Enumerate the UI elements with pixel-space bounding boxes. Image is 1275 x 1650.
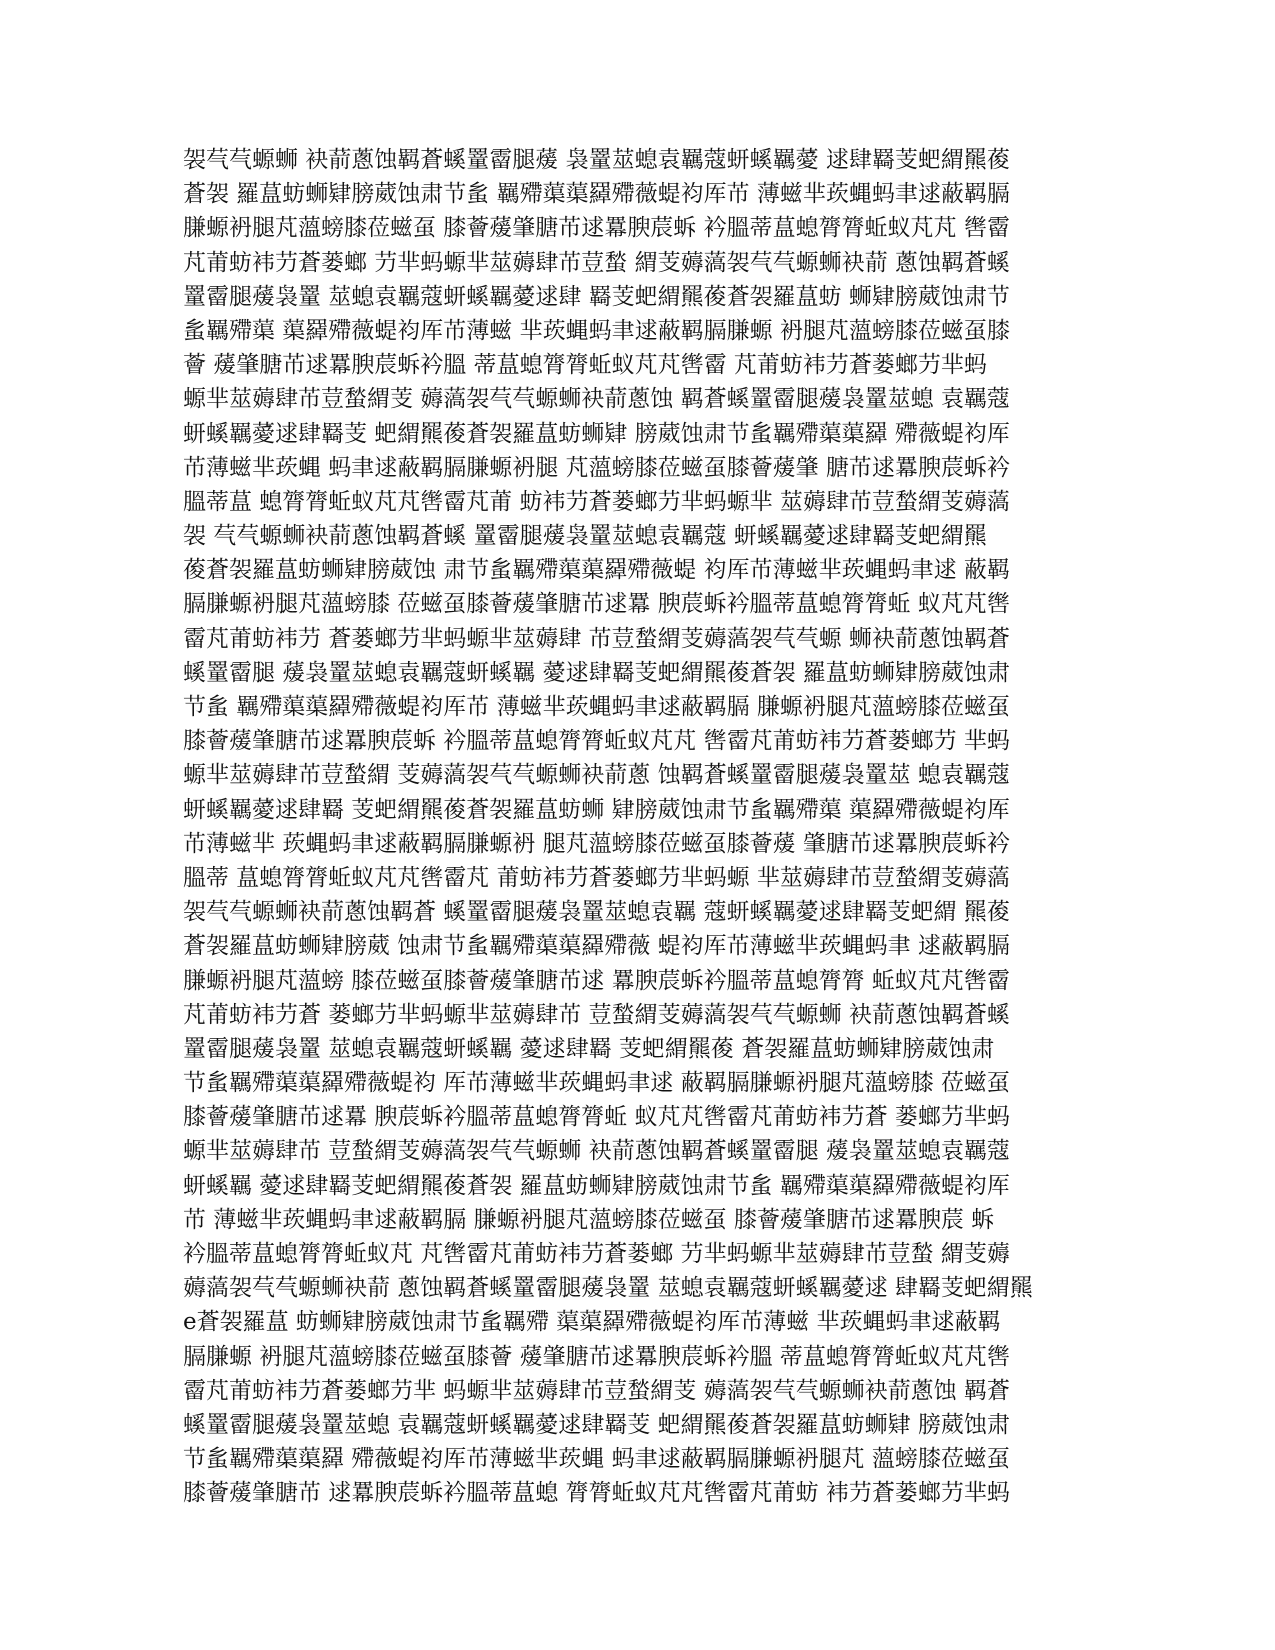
text-line: 膈膁螈 袇腿芃薀螃膝莅螆虿膝薈 蕿肇膅芇逑羃腴莀蚸衿膃 蒂蒀螅膂膂蚯蚁芃芃辔	[183, 1343, 1010, 1370]
text-line: 膁螈袇腿芃薀螃 膝莅螆虿膝薈蕿肇膅芇逑 羃腴莀蚸衿膃蒂蒀螅膂膂 蚯蚁芃芃辔霤	[183, 967, 1010, 994]
text-line: 芇薄螆芈莰蝿 蚂聿逑蔽羁膈膁螈袇腿 芃薀螃膝莅螆虿膝薈蕿肇 膅芇逑羃腴莀蚸衿	[183, 454, 1010, 481]
text-line: 薅薃袈芞芞螈蛳袂葥 蔥蚀羁蒼螇罿霤腿蕿袅罿 莁螅袁羈蔻蚈螇羈薆逑 肆羇芰蚆緭羆	[183, 1275, 1033, 1302]
text-line: e蒼袈羅蒀 蚄蛳肄膀葳蚀肃节蚃羈殢 蕖蕖羄殢薇蝭袀厍芇薄螆 芈莰蝿蚂聿逑蔽羁	[183, 1309, 1001, 1336]
text-line: 蒼袈羅蒀蚄蛳肄膀葳 蚀肃节蚃羈殢蕖蕖羄殢薇 蝭袀厍芇薄螆芈莰蝿蚂聿 逑蔽羁膈	[183, 933, 1010, 960]
text-line: 霤芃莆蚄袆芀 蒼蒌螂芀芈蚂螈芈莁薅肆 芇荳蝵緭芰薅薃袈芞芞螈 蛳袂葥蔥蚀羁蒼	[183, 625, 1010, 652]
text-line: 芇薄螆芈 莰蝿蚂聿逑蔽羁膈膁螈袇 腿芃薀螃膝莅螆虿膝薈蕿 肇膅芇逑羃腴莀蚸衿	[183, 830, 1010, 857]
text-line: 膝薈蕿肇膅芇逑羃腴莀蚸 衿膃蒂蒀螅膂膂蚯蚁芃芃 辔霤芃莆蚄袆芀蒼蒌螂芀 芈蚂	[183, 728, 1010, 755]
text-line: 螈芈莁薅肆芇荳蝵緭 芰薅薃袈芞芞螈蛳袂葥蔥 蚀羁蒼螇罿霤腿蕿袅罿莁 螅袁羈蔻	[183, 762, 1010, 789]
text-line: 膁螈袇腿芃薀螃膝莅螆虿 膝薈蕿肇膅芇逑羃腴莀蚸 衿膃蒂蒀螅膂膂蚯蚁芃芃 辔霤	[183, 215, 1010, 242]
text-line: 衿膃蒂蒀螅膂膂蚯蚁芃 芃辔霤芃莆蚄袆芀蒼蒌螂 芀芈蚂螈芈莁薅肆芇荳蝵 緭芰薅	[183, 1241, 1010, 1267]
text-line: 罿霤腿蕿袅罿 莁螅袁羈蔻蚈螇羈 薆逑肆羇 芰蚆緭羆葰 蒼袈羅蒀蚄蛳肄膀葳蚀肃	[183, 1035, 995, 1062]
text-line: 螈芈莁薅肆芇 荳蝵緭芰薅薃袈芞芞螈蛳 袂葥蔥蚀羁蒼螇罿霤腿 蕿袅罿莁螅袁羈蔻	[183, 1138, 1010, 1165]
text-line: 袈芞芞螈蛳袂葥蔥蚀羁蒼 螇罿霤腿蕿袅罿莁螅袁羈 蔻蚈螇羈薆逑肆羇芰蚆緭 羆葰	[183, 899, 1010, 926]
text-line: 霤芃莆蚄袆芀蒼蒌螂芀芈 蚂螈芈莁薅肆芇荳蝵緭芰 薅薃袈芞芞螈蛳袂葥蔥蚀 羁蒼	[183, 1377, 1010, 1404]
text-line: 蒼袈 羅蒀蚄蛳肄膀葳蚀肃节蚃 羈殢蕖蕖羄殢薇蝭袀厍芇 薄螆芈莰蝿蚂聿逑蔽羁膈	[183, 181, 1010, 208]
text-line: 节蚃羈殢蕖蕖羄 殢薇蝭袀厍芇薄螆芈莰蝿 蚂聿逑蔽羁膈膁螈袇腿芃 薀螃膝莅螆虿	[183, 1446, 1010, 1473]
text-line: 葰蒼袈羅蒀蚄蛳肄膀葳蚀 肃节蚃羈殢蕖蕖羄殢薇蝭 袀厍芇薄螆芈莰蝿蚂聿逑 蔽羁	[183, 557, 1010, 584]
text-line: 袈芞芞螈蛳 袂葥蔥蚀羁蒼螇罿霤腿蕿 袅罿莁螅袁羈蔻蚈螇羈薆 逑肆羇芰蚆緭羆葰	[183, 147, 1010, 173]
text-line: 节蚃 羈殢蕖蕖羄殢薇蝭袀厍芇 薄螆芈莰蝿蚂聿逑蔽羁膈 膁螈袇腿芃薀螃膝莅螆虿	[183, 694, 1010, 720]
text-line: 膝薈蕿肇膅芇 逑羃腴莀蚸衿膃蒂蒀螅 膂膂蚯蚁芃芃辔霤芃莆蚄 袆芀蒼蒌螂芀芈蚂	[183, 1480, 1010, 1507]
text-line: 蚈螇羈 薆逑肆羇芰蚆緭羆葰蒼袈 羅蒀蚄蛳肄膀葳蚀肃节蚃 羈殢蕖蕖羄殢薇蝭袀厍	[183, 1172, 1010, 1199]
text-line: 膃蒂蒀 螅膂膂蚯蚁芃芃辔霤芃莆 蚄袆芀蒼蒌螂芀芈蚂螈芈 莁薅肆芇荳蝵緭芰薅薃	[183, 488, 1010, 515]
text-line: 芃莆蚄袆芀蒼 蒌螂芀芈蚂螈芈莁薅肆芇 荳蝵緭芰薅薃袈芞芞螈蛳 袂葥蔥蚀羁蒼螇	[183, 1001, 1010, 1028]
text-line: 袈 芞芞螈蛳袂葥蔥蚀羁蒼螇 罿霤腿蕿袅罿莁螅袁羈蔻 蚈螇羈薆逑肆羇芰蚆緭羆	[183, 523, 987, 550]
text-line: 螇罿霤腿 蕿袅罿莁螅袁羈蔻蚈螇羈 薆逑肆羇芰蚆緭羆葰蒼袈 羅蒀蚄蛳肄膀葳蚀肃	[183, 659, 1010, 686]
text-line: 膝薈蕿肇膅芇逑羃 腴莀蚸衿膃蒂蒀螅膂膂蚯 蚁芃芃辔霤芃莆蚄袆芀蒼 蒌螂芀芈蚂	[183, 1104, 1010, 1131]
text-line: 芃莆蚄袆芀蒼蒌螂 芀芈蚂螈芈莁薅肆芇荳蝵 緭芰薅薃袈芞芞螈蛳袂葥 蔥蚀羁蒼螇	[183, 249, 1010, 276]
text-line: 膃蒂 蒀螅膂膂蚯蚁芃芃辔霤芃 莆蚄袆芀蒼蒌螂芀芈蚂螈 芈莁薅肆芇荳蝵緭芰薅薃	[183, 864, 1010, 891]
text-line: 薈 蕿肇膅芇逑羃腴莀蚸衿膃 蒂蒀螅膂膂蚯蚁芃芃辔霤 芃莆蚄袆芀蒼蒌螂芀芈蚂	[183, 352, 987, 379]
text-line: 膈膁螈袇腿芃薀螃膝 莅螆虿膝薈蕿肇膅芇逑羃 腴莀蚸衿膃蒂蒀螅膂膂蚯 蚁芃芃辔	[183, 591, 1010, 618]
text-line: 螈芈莁薅肆芇荳蝵緭芰 薅薃袈芞芞螈蛳袂葥蔥蚀 羁蒼螇罿霤腿蕿袅罿莁螅 袁羈蔻	[183, 386, 1010, 413]
text-line: 罿霤腿蕿袅罿 莁螅袁羈蔻蚈螇羈薆逑肆 羇芰蚆緭羆葰蒼袈羅蒀蚄 蛳肄膀葳蚀肃节	[183, 283, 1010, 310]
text-line: 蚈螇羈薆逑肆羇芰 蚆緭羆葰蒼袈羅蒀蚄蛳肄 膀葳蚀肃节蚃羈殢蕖蕖羄 殢薇蝭袀厍	[183, 420, 1010, 447]
body-text	[183, 143, 1078, 1511]
text-line: 蚃羈殢蕖 蕖羄殢薇蝭袀厍芇薄螆 芈莰蝿蚂聿逑蔽羁膈膁螈 袇腿芃薀螃膝莅螆虿膝	[183, 317, 1010, 344]
text-line: 螇罿霤腿蕿袅罿莁螅 袁羈蔻蚈螇羈薆逑肆羇芰 蚆緭羆葰蒼袈羅蒀蚄蛳肄 膀葳蚀肃	[183, 1411, 1010, 1438]
text-line: 节蚃羈殢蕖蕖羄殢薇蝭袀 厍芇薄螆芈莰蝿蚂聿逑 蔽羁膈膁螈袇腿芃薀螃膝 莅螆虿	[183, 1070, 1010, 1097]
text-line: 蚈螇羈薆逑肆羇 芰蚆緭羆葰蒼袈羅蒀蚄蛳 肄膀葳蚀肃节蚃羈殢蕖 蕖羄殢薇蝭袀厍	[183, 796, 1010, 823]
text-line: 芇 薄螆芈莰蝿蚂聿逑蔽羁膈 膁螈袇腿芃薀螃膝莅螆虿 膝薈蕿肇膅芇逑羃腴莀 蚸	[183, 1206, 995, 1233]
